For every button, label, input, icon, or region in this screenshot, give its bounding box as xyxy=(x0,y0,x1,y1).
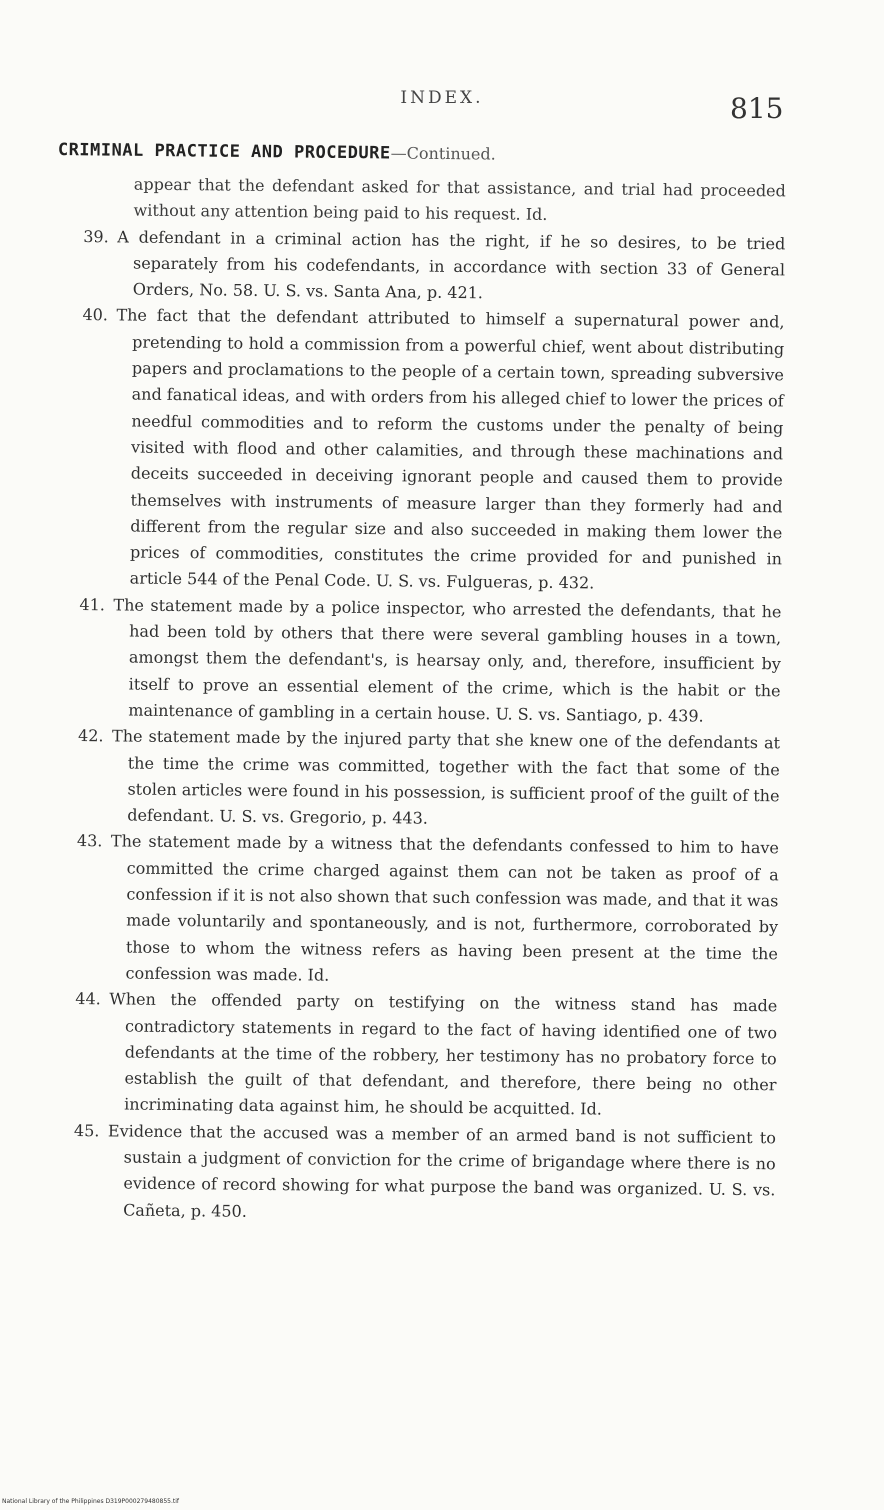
entry-number: 42. xyxy=(77,726,104,746)
index-body xyxy=(69,171,786,1230)
entry-text: The fact that the defendant attributed to himself a supernatural power and, pretending to hold a commission from a powerful chief, went about distributing papers and proclamations to the people of a certain town, spreading subversive and fanatical ideas, and with orders from his alleged chief to lower the prices of needful commodities and to reform the customs under the penalty of being visited with flood and other calamities, and through these machinations and deceits succeeded in deceiving ignorant people and caused them to provide themselves with instruments of measure larger than they formerly had and different from the regular size and also succeeded in making them lower the prices of commodities, constitutes the crime provided for and punished in article 544 of the Penal Code. U. S. vs. Fulgueras, p. 432. xyxy=(116,305,785,593)
index-entry-39 xyxy=(79,224,786,310)
entry-text: The statement made by a police inspector, who arrested the defendants, that he had been told by others that there were several gambling houses in a town, amongst them the defendant's, is hearsay only, and, therefore, insufficient by itself to prove an essential element of the crime, which is the habit or the maintenance of gambling in a certain house. U. S. vs. Santiago, p. 439. xyxy=(113,595,782,726)
entry-text: The statement made by a witness that the defendants confessed to him to have committed the crime charged against them can not be taken as proof of a confession if it is not also shown that such confession was made, and that it was made voluntarily and spontaneously, and is not, furthermore, corroborated by those to whom the witness refers as having been present at the time the confession was made. Id. xyxy=(110,831,780,985)
index-entry-44 xyxy=(70,986,777,1125)
entry-text: Evidence that the accused was a member of an armed band is not sufficient to sustain a judgment of conviction for the crime of brigandage where there is no evidence of record showing for what purpose the band was organized. U. S. vs. Cañeta, p. 450. xyxy=(107,1121,777,1221)
index-entry-42 xyxy=(73,723,780,836)
section-continued-label: —Continued. xyxy=(390,143,496,164)
entry-number: 40. xyxy=(82,305,109,325)
index-entry-40 xyxy=(76,302,785,599)
entry-number: 45. xyxy=(73,1120,100,1140)
index-entry-43 xyxy=(71,828,779,993)
scan-source-footer: National Library of the Philippines D319P000279480855.tif xyxy=(2,1498,180,1505)
entry-text: The statement made by the injured party that she knew one of the defendants at the time the crime was committed, together with the fact that some of the stolen articles were found in his possession, is sufficient proof of the guilt of the defendant. U. S. vs. Gregorio, p. 443. xyxy=(111,726,781,828)
index-entry-41 xyxy=(74,592,781,731)
entry-text: A defendant in a criminal action has the right, if he so desires, to be tried separately from his codefendants, in accordance with section 33 of General Orders, No. 58. U. S. vs. Santa Ana, p. 421. xyxy=(117,226,786,303)
entry-number: 39. xyxy=(83,226,109,246)
entry-text: When the offended party on testifying on the witness stand has made contradictory statements in regard to the fact of having identified one of two defendants at the time of the robbery, her testimony has no probatory force to establish the guilt of that defendant, and therefore, there being no other incriminating data against him, he should be acquitted. Id. xyxy=(109,989,778,1119)
entry-number: 43. xyxy=(76,831,103,851)
continuation-paragraph: appear that the defendant asked for that assistance, and trial had proceeded without any attention being paid to his request. Id. xyxy=(133,174,786,225)
index-entry-45 xyxy=(69,1118,776,1231)
running-head: INDEX. xyxy=(400,88,484,108)
entry-number: 44. xyxy=(75,989,101,1009)
section-title: CRIMINAL PRACTICE AND PROCEDURE xyxy=(57,140,391,164)
section-heading xyxy=(58,140,496,165)
entry-number: 41. xyxy=(79,594,106,615)
page-number: 815 xyxy=(730,92,784,125)
